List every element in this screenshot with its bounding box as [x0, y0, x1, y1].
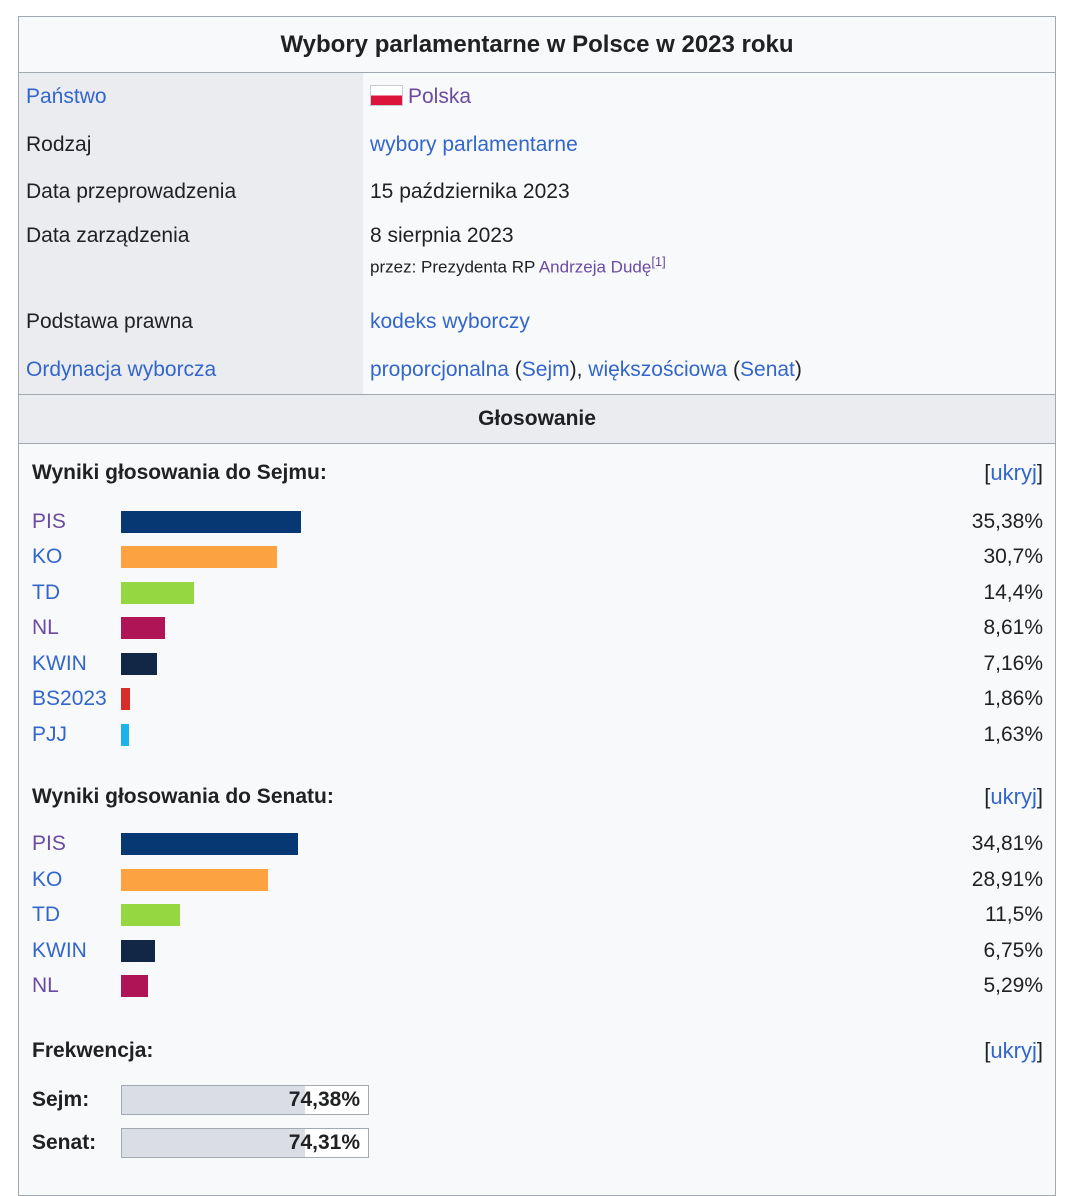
sejm-bar-track	[121, 617, 923, 639]
senat-percentage: 6,75%	[983, 938, 1043, 962]
sejm-bar-track	[121, 724, 923, 746]
senat-percentage: 34,81%	[971, 832, 1043, 856]
sejm-row-td	[32, 575, 1043, 611]
senat-results-heading: Wyniki głosowania do Senatu:	[32, 784, 334, 808]
senat-link[interactable]: Senat	[740, 358, 795, 381]
senat-percentage: 11,5%	[985, 903, 1043, 927]
turnout-value: 74,31%	[288, 1130, 360, 1154]
sejm-party-link[interactable]: BS2023	[32, 687, 107, 711]
sejm-percentage: 7,16%	[983, 651, 1043, 675]
bracket-close: ]	[1036, 783, 1043, 809]
sejm-bar-track	[121, 582, 923, 604]
turnout-hide-button[interactable]: ukryj	[990, 1038, 1037, 1063]
turnout-value: 74,38%	[288, 1087, 360, 1111]
senat-party-link[interactable]: KO	[32, 867, 63, 891]
sejm-hide-button[interactable]: ukryj	[990, 460, 1037, 485]
row-type	[19, 121, 1055, 168]
sejm-bar-track	[121, 688, 923, 710]
sejm-percentage: 35,38%	[971, 509, 1043, 533]
sejm-percentage: 1,63%	[983, 722, 1043, 746]
senat-row-nl	[32, 969, 1043, 1005]
senat-row-kwin	[32, 933, 1043, 969]
bracket-close: ]	[1036, 460, 1043, 485]
paren-open-1: (	[508, 358, 522, 381]
paren-open-2: (	[727, 358, 741, 381]
country-link[interactable]: Polska	[408, 85, 472, 108]
sejm-results-header	[32, 444, 1043, 501]
row-system	[19, 346, 1055, 394]
country-label	[19, 73, 363, 121]
president-link[interactable]: Andrzeja Dudę	[538, 257, 652, 277]
senat-party-link[interactable]: KWIN	[32, 938, 87, 962]
turnout-heading: Frekwencja:	[32, 1039, 154, 1062]
ordered-value	[363, 215, 1055, 298]
sejm-row-pis	[32, 504, 1043, 540]
senat-bar-track	[121, 975, 923, 997]
turnout-label: Senat:	[32, 1130, 97, 1154]
senat-bar	[121, 833, 298, 855]
bracket-close: ]	[1036, 1038, 1043, 1063]
legal-label: Podstawa prawna	[19, 298, 363, 346]
row-country	[19, 73, 1055, 121]
senat-bar-track	[121, 904, 923, 926]
turnout-label: Sejm:	[32, 1087, 90, 1111]
ordered-by	[370, 254, 1055, 278]
senat-party-link[interactable]: NL	[32, 974, 59, 998]
sejm-percentage: 30,7%	[983, 545, 1043, 569]
senat-bar	[121, 940, 155, 962]
sejm-party-link[interactable]: NL	[32, 616, 59, 640]
bracket-open: [	[984, 1038, 991, 1063]
sejm-row-pjj	[32, 717, 1043, 753]
sejm-hide-control	[984, 460, 1043, 486]
senat-hide-control	[984, 784, 1043, 810]
sejm-party-link[interactable]: KWIN	[32, 651, 87, 675]
sejm-results-heading: Wyniki głosowania do Sejmu:	[32, 461, 327, 484]
senat-percentage: 28,91%	[971, 867, 1043, 891]
ordered-by-prefix: przez: Prezydenta RP	[370, 257, 539, 277]
senat-row-pis	[32, 827, 1043, 863]
reference-link[interactable]: [1]	[651, 254, 666, 269]
majority-link[interactable]: większościowa	[588, 358, 728, 381]
sejm-row-bs2023	[32, 682, 1043, 718]
senat-row-ko	[32, 862, 1043, 898]
sejm-bar	[121, 653, 157, 675]
ordered-label: Data zarządzenia	[19, 215, 363, 298]
senat-bar-track	[121, 940, 923, 962]
country-value	[363, 73, 1055, 121]
proportional-link[interactable]: proporcjonalna	[370, 358, 509, 381]
senat-row-td	[32, 898, 1043, 934]
paren-close: )	[794, 358, 802, 381]
sejm-row-nl	[32, 611, 1043, 647]
system-label	[19, 346, 363, 394]
results-area	[19, 444, 1055, 1164]
sejm-bar-chart	[32, 501, 1043, 753]
sejm-link[interactable]: Sejm	[521, 358, 570, 381]
senat-hide-button[interactable]: ukryj	[990, 783, 1037, 809]
sejm-bar-track	[121, 546, 923, 568]
sejm-bar	[121, 724, 129, 746]
senat-bar	[121, 904, 180, 926]
sejm-row-kwin	[32, 646, 1043, 682]
poland-flag-icon[interactable]	[370, 85, 403, 106]
turnout-bars	[32, 1072, 1043, 1164]
info-rows	[19, 73, 1055, 394]
sejm-bar	[121, 688, 130, 710]
senat-party-link[interactable]: PIS	[32, 832, 66, 856]
senat-party-link[interactable]: TD	[32, 903, 60, 927]
sejm-bar	[121, 546, 277, 568]
sejm-bar	[121, 582, 194, 604]
row-ordered	[19, 215, 1055, 298]
legal-link[interactable]: kodeks wyborczy	[370, 310, 530, 333]
turnout-fill	[122, 1129, 305, 1157]
sejm-party-link[interactable]: TD	[32, 580, 60, 604]
type-label: Rodzaj	[19, 121, 363, 168]
senat-percentage: 5,29%	[983, 974, 1043, 998]
date-label: Data przeprowadzenia	[19, 168, 363, 215]
sejm-party-link[interactable]: PIS	[32, 509, 66, 533]
sejm-party-link[interactable]: KO	[32, 545, 63, 569]
sejm-bar	[121, 617, 165, 639]
legal-value	[363, 298, 1055, 346]
system-label-link[interactable]: Ordynacja wyborcza	[26, 358, 217, 381]
date-value: 15 października 2023	[370, 180, 570, 203]
turnout-row	[32, 1078, 1043, 1121]
bracket-open: [	[984, 460, 991, 485]
senat-bar-track	[121, 869, 923, 891]
sejm-bar	[121, 511, 301, 533]
row-date	[19, 168, 1055, 215]
senat-bar-chart	[32, 818, 1043, 1005]
turnout-row	[32, 1121, 1043, 1164]
election-infobox	[18, 16, 1056, 1196]
turnout-progress-bar	[121, 1085, 369, 1115]
turnout-hide-control	[984, 1038, 1043, 1064]
type-link[interactable]: wybory parlamentarne	[370, 133, 578, 156]
sejm-percentage: 8,61%	[983, 616, 1043, 640]
senat-bar	[121, 869, 268, 891]
row-legal	[19, 298, 1055, 346]
ordered-date: 8 sierpnia 2023	[370, 224, 514, 247]
paren-close-comma: ),	[569, 358, 589, 381]
infobox-title: Wybory parlamentarne w Polsce w 2023 roku	[19, 17, 1055, 73]
bracket-open: [	[984, 783, 991, 809]
sejm-row-ko	[32, 540, 1043, 576]
sejm-percentage: 14,4%	[983, 580, 1043, 604]
type-value	[363, 121, 1055, 168]
sejm-party-link[interactable]: PJJ	[32, 722, 68, 746]
senat-bar	[121, 975, 148, 997]
sejm-bar-track	[121, 511, 923, 533]
system-value	[363, 346, 1055, 394]
country-label-link[interactable]: Państwo	[26, 85, 107, 108]
voting-section-header: Głosowanie	[19, 394, 1055, 444]
sejm-bar-track	[121, 653, 923, 675]
sejm-percentage: 1,86%	[983, 687, 1043, 711]
senat-bar-track	[121, 833, 923, 855]
turnout-header	[32, 1030, 1043, 1072]
senat-results-header	[32, 776, 1043, 818]
turnout-progress-bar	[121, 1128, 369, 1158]
turnout-fill	[122, 1086, 305, 1114]
